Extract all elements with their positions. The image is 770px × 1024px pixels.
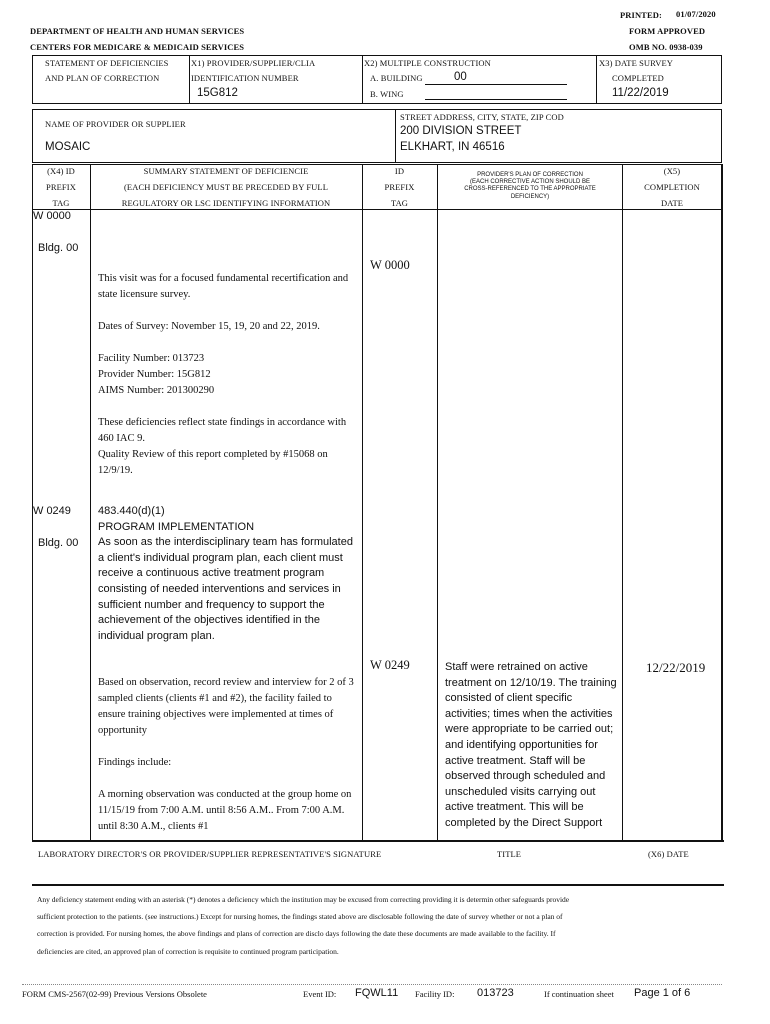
finding-paragraph-3: A morning observation was conducted at the group home on 11/15/19 from 7:00 A.M. until 8:56 A.M.. From 7:00 A.M. until 8:30 A.M., clients #1 (98, 789, 352, 832)
regulation-title: PROGRAM IMPLEMENTATION (98, 520, 255, 533)
box1-right-border (721, 55, 722, 103)
x6-date-label: (X6) DATE (648, 849, 689, 859)
x4-header-3: TAG (52, 198, 70, 208)
box1-bottom-border (32, 103, 722, 104)
box1-divider-3 (596, 55, 597, 103)
completion-date: 12/22/2019 (646, 660, 706, 675)
intro-paragraph-1: This visit was for a focused fundamental recertification and state licensure survey. (98, 273, 349, 300)
table-bottom-border (32, 840, 724, 842)
findings-text (98, 675, 360, 835)
centers-title: CENTERS FOR MEDICARE & MEDICAID SERVICES (30, 42, 245, 52)
table-top-border (32, 164, 722, 165)
wing-underline (425, 99, 567, 100)
summary-header-2: (EACH DEFICIENCY MUST BE PRECEDED BY FULL (123, 182, 329, 192)
box2-top-border (32, 109, 722, 110)
signature-bottom-border (32, 884, 724, 886)
x5-header-3: DATE (660, 198, 684, 208)
page-number: Page 1 of 6 (634, 987, 691, 999)
provider-name-value: MOSAIC (45, 141, 91, 153)
statement-label-2: AND PLAN OF CORRECTION (45, 73, 160, 83)
event-id-value: FQWL11 (355, 987, 399, 999)
date-survey-label-1: X3) DATE SURVEY (599, 58, 674, 68)
building-underline (425, 84, 567, 85)
date-survey-label-2: COMPLETED (612, 73, 664, 83)
table-col-divider-2 (362, 164, 363, 841)
event-id-label: Event ID: (303, 989, 337, 999)
date-survey-value: 11/22/2019 (612, 87, 669, 99)
x5-header-2: COMPLETION (644, 182, 700, 192)
tag-w0000: W 0000 (33, 210, 71, 222)
provider-id-label-1: X1) PROVIDER/SUPPLIER/CLIA (191, 58, 316, 68)
summary-header-3: REGULATORY OR LSC IDENTIFYING INFORMATION (121, 198, 331, 208)
table-col-divider-3 (437, 164, 438, 841)
x4-header-2: PREFIX (46, 182, 76, 192)
provider-id-value: 15G812 (197, 87, 238, 99)
department-title: DEPARTMENT OF HEALTH AND HUMAN SERVICES (30, 26, 245, 36)
table-right-border (721, 164, 723, 841)
box2-right-border (721, 109, 722, 162)
intro-paragraph-4: These deficiencies reflect state findings in accordance with 460 IAC 9. Quality Review of this report completed by #15068 on 12/9/19. (98, 417, 347, 476)
intro-paragraph-3: Facility Number: 013723 Provider Number: 15G812 AIMS Number: 201300290 (98, 353, 215, 396)
regulation-number: 483.440(d)(1) (98, 505, 165, 517)
table-col-divider-4 (622, 164, 623, 841)
box2-left-border (32, 109, 33, 162)
printed-label: PRINTED: (620, 10, 662, 20)
address-label: STREET ADDRESS, CITY, STATE, ZIP COD (400, 112, 564, 122)
tag-w0249: W 0249 (33, 505, 71, 517)
x5-header-1: (X5) (663, 166, 681, 176)
plan-header (438, 172, 622, 201)
facility-id-label: Facility ID: (415, 989, 455, 999)
footer-divider (22, 984, 722, 985)
box1-divider-2 (362, 55, 363, 103)
id-header-2: PREFIX (384, 182, 415, 192)
id-header-1: ID (394, 166, 405, 176)
bldg-w0000: Bldg. 00 (38, 242, 79, 254)
box1-top-border (32, 55, 722, 56)
table-header-bottom-border (32, 209, 722, 210)
provider-name-label: NAME OF PROVIDER OR SUPPLIER (45, 119, 186, 129)
box2-bottom-border (32, 162, 722, 163)
id-header-3: TAG (390, 198, 409, 208)
wing-label: B. WING (370, 89, 404, 99)
plan-header-2: (EACH CORRECTIVE ACTION SHOULD BE (469, 179, 591, 186)
address-line-1: 200 DIVISION STREET (400, 125, 522, 137)
intro-paragraph-2: Dates of Survey: November 15, 19, 20 and 22, 2019. (98, 321, 320, 332)
footnote-text: Any deficiency statement ending with an asterisk (*) denotes a deficiency which the institution may be excused from correcting providing it is determin other safeguards provide sufficient protection to the patients. (see instructions.) Except for nursing homes, the findings stated above are disclosable following the date of survey whether or not a plan of correction is provided. For nursing homes, the above findings and plans of correction are disclo days following the date these documents are made available to the facility. If deficiencies are cited, an approved plan of correction is requisite to continued program participation. (37, 895, 570, 956)
building-label: A. BUILDING (370, 73, 423, 83)
building-value: 00 (454, 71, 467, 83)
finding-paragraph-1: Based on observation, record review and interview for 2 of 3 sampled clients (clients #1 and #2), the facility failed to ensure training objectives were implemented at times of opportunity (98, 677, 354, 736)
x4-header-1: (X4) ID (47, 166, 75, 176)
multiple-construction-label: X2) MULTIPLE CONSTRUCTION (364, 58, 491, 68)
box1-divider-1 (189, 55, 190, 103)
plan-of-correction-text: Staff were retrained on active treatment on 12/10/19. The training consisted of client specific activities; times when the activities were appropriate to be carried out; and identifying opportunities for active treatment. Staff will be observed through scheduled and unscheduled visits carrying out active treatment. This will be completed by the Direct Support (445, 661, 617, 829)
title-label: TITLE (497, 849, 522, 859)
form-approved: FORM APPROVED (629, 26, 706, 36)
box1-left-border (32, 55, 33, 103)
table-left-border (32, 164, 33, 841)
box2-divider (395, 109, 396, 162)
signature-label: LABORATORY DIRECTOR'S OR PROVIDER/SUPPLIER REPRESENTATIVE'S SIGNATURE (38, 849, 382, 859)
statement-label-1: STATEMENT OF DEFICIENCIES (45, 58, 169, 68)
continuation-label: If continuation sheet (544, 989, 614, 999)
address-line-2: ELKHART, IN 46516 (400, 141, 505, 153)
plan-header-4: DEFICIENCY) (510, 193, 550, 200)
regulation-text: As soon as the interdisciplinary team has formulated a client's individual program plan, each client must receive a continuous active treatment program consisting of needed interventions and services in sufficient number and frequency to support the achievement of the objectives identified in the individual program plan. (98, 536, 353, 642)
form-number: FORM CMS-2567(02-99) Previous Versions Obsolete (22, 989, 207, 999)
regulation-block (98, 504, 356, 644)
intro-text (98, 271, 350, 479)
omb-number: OMB NO. 0938-039 (629, 42, 703, 52)
printed-date: 01/07/2020 (676, 9, 716, 19)
plan-header-3: CROSS-REFERENCED TO THE APPROPRIATE (464, 186, 596, 193)
provider-id-label-2: IDENTIFICATION NUMBER (191, 73, 299, 83)
bldg-w0249: Bldg. 00 (38, 537, 79, 549)
plan-header-1: PROVIDER'S PLAN OF CORRECTION (477, 172, 583, 178)
table-col-divider-1 (90, 164, 91, 841)
tag-w0249-right: W 0249 (370, 658, 410, 672)
summary-header-1: SUMMARY STATEMENT OF DEFICIENCIE (143, 166, 309, 176)
facility-id-value: 013723 (477, 987, 514, 999)
finding-paragraph-2: Findings include: (98, 757, 172, 768)
tag-w0000-right: W 0000 (370, 258, 410, 272)
